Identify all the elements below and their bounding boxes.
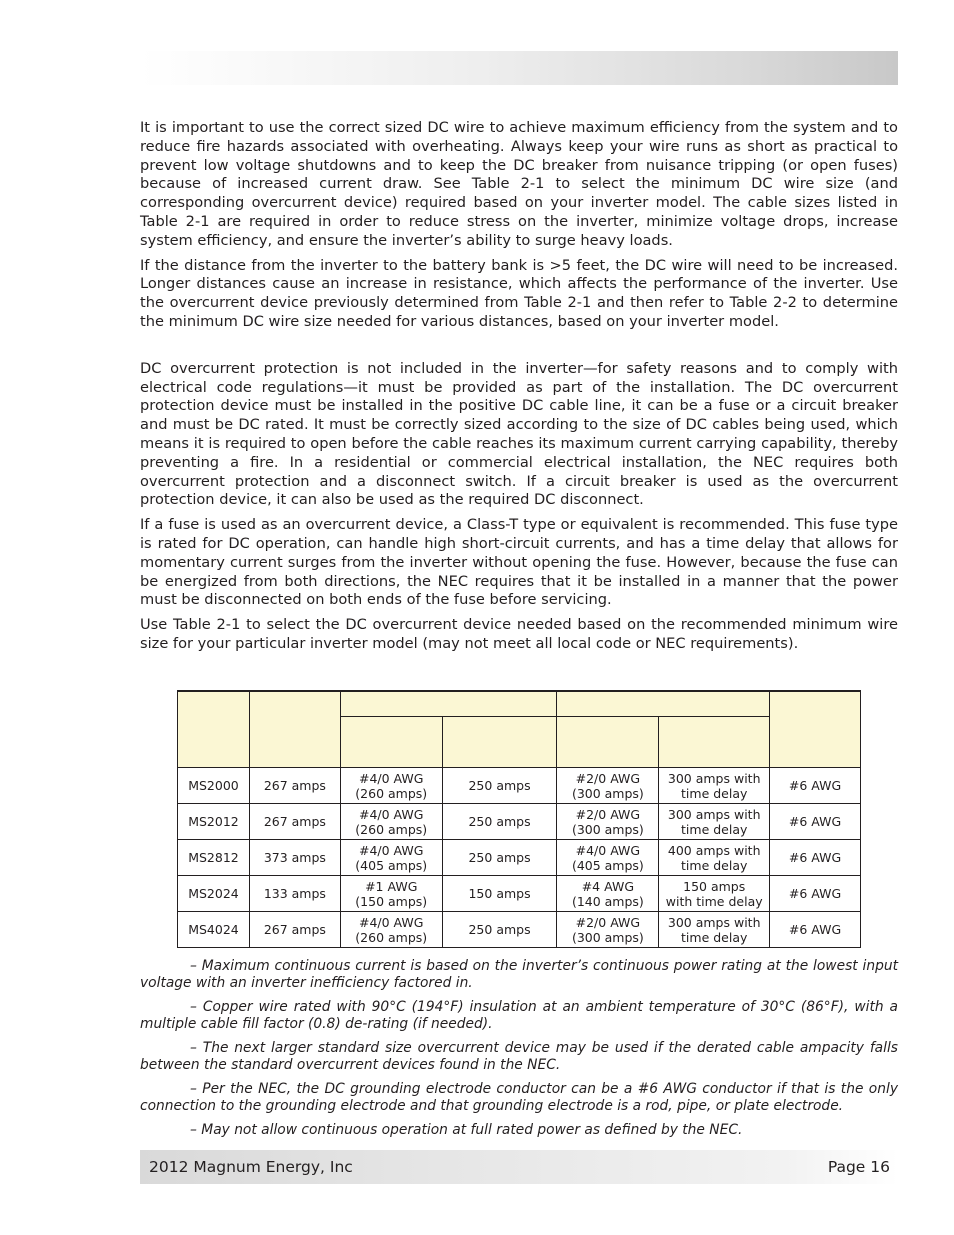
table-cell: 133 amps xyxy=(249,876,340,912)
table-header-cell xyxy=(442,717,557,768)
table-header-cell xyxy=(340,717,442,768)
table-cell: 300 amps with time delay xyxy=(659,804,770,840)
table-header-cell xyxy=(659,717,770,768)
table-cell: MS4024 xyxy=(178,912,250,948)
table-cell: #2/0 AWG (300 amps) xyxy=(557,768,659,804)
body-text xyxy=(140,119,898,660)
table-header-cell xyxy=(557,691,770,717)
table-cell: MS2012 xyxy=(178,804,250,840)
table-header-cell xyxy=(557,717,659,768)
table-cell: 300 amps with time delay xyxy=(659,912,770,948)
table-cell: #4 AWG (140 amps) xyxy=(557,876,659,912)
note: – Per the NEC, the DC grounding electrode conductor can be a #6 AWG conductor if that is the only connection to the grounding electrode and that grounding electrode is a rod, pipe, or plate electrode. xyxy=(140,1081,898,1114)
wire-size-table xyxy=(177,690,861,948)
table-header-cell xyxy=(249,691,340,768)
paragraph: If a fuse is used as an overcurrent device, a Class-T type or equivalent is recommended. This fuse type is rated for DC operation, can handle high short-circuit currents, and has a time delay that allows for momentary current surges from the inverter without opening the fuse. However, because the fuse can be energized from both directions, the NEC requires that it be installed in a manner that the power must be disconnected on both ends of the fuse before servicing. xyxy=(140,516,898,609)
table-cell: #4/0 AWG (260 amps) xyxy=(340,912,442,948)
table-cell: #6 AWG xyxy=(770,912,861,948)
note: – The next larger standard size overcurrent device may be used if the derated cable ampacity falls between the standard overcurrent devices found in the NEC. xyxy=(140,1040,898,1073)
table-body xyxy=(178,768,861,948)
table-cell: #4/0 AWG (260 amps) xyxy=(340,804,442,840)
table-cell: 373 amps xyxy=(249,840,340,876)
footer-copyright: 2012 Magnum Energy, Inc xyxy=(149,1158,353,1176)
table-cell: 250 amps xyxy=(442,768,557,804)
table-cell: 400 amps with time delay xyxy=(659,840,770,876)
table-cell: 250 amps xyxy=(442,804,557,840)
table-cell: #6 AWG xyxy=(770,840,861,876)
table-cell: 267 amps xyxy=(249,768,340,804)
table-row xyxy=(178,840,861,876)
table-cell: #2/0 AWG (300 amps) xyxy=(557,912,659,948)
table-cell: MS2024 xyxy=(178,876,250,912)
table-cell: #4/0 AWG (405 amps) xyxy=(557,840,659,876)
table-cell: #4/0 AWG (260 amps) xyxy=(340,768,442,804)
table-cell: #2/0 AWG (300 amps) xyxy=(557,804,659,840)
table-cell: MS2812 xyxy=(178,840,250,876)
page-number: Page 16 xyxy=(827,1158,890,1176)
note: – Copper wire rated with 90°C (194°F) insulation at an ambient temperature of 30°C (86°F), with a multiple cable fill factor (0.8) de-rating (if needed). xyxy=(140,999,898,1032)
table-header-cell xyxy=(178,691,250,768)
paragraph: Use Table 2-1 to select the DC overcurrent device needed based on the recommended minimum wire size for your particular inverter model (may not meet all local code or NEC requirements). xyxy=(140,616,898,652)
table-row xyxy=(178,912,861,948)
note: – May not allow continuous operation at full rated power as defined by the NEC. xyxy=(190,1122,743,1138)
table-cell: MS2000 xyxy=(178,768,250,804)
table-cell: 150 amps with time delay xyxy=(659,876,770,912)
table-cell: 300 amps with time delay xyxy=(659,768,770,804)
table-cell: #6 AWG xyxy=(770,876,861,912)
paragraph: If the distance from the inverter to the battery bank is >5 feet, the DC wire will need to be increased. Longer distances cause an increase in resistance, which affects the performance of the inverter. Use the overcurrent device previously determined from Table 2-1 and then refer to Table 2-2 to determine the minimum DC wire size needed for various distances, based on your inverter model. xyxy=(140,256,898,330)
footer-bar xyxy=(140,1150,898,1184)
table-cell: 150 amps xyxy=(442,876,557,912)
table-cell: #6 AWG xyxy=(770,804,861,840)
table-header-cell xyxy=(770,691,861,768)
table-cell: #1 AWG (150 amps) xyxy=(340,876,442,912)
table-cell: 267 amps xyxy=(249,912,340,948)
header-bar xyxy=(140,51,898,85)
table-cell: 267 amps xyxy=(249,804,340,840)
paragraph: It is important to use the correct sized DC wire to achieve maximum efficiency from the system and to reduce fire hazards associated with overheating. Always keep your wire runs as short as practical to prevent low voltage shutdowns and to keep the DC breaker from nuisance tripping (or open fuses) because of increased current draw. See Table 2-1 to select the minimum DC wire size (and corresponding overcurrent device) required based on your inverter model. The cable sizes listed in Table 2-1 are required in order to reduce stress on the inverter, minimize voltage drops, increase system efficiency, and ensure the inverter’s ability to surge heavy loads. xyxy=(140,119,898,249)
table-header-cell xyxy=(340,691,557,717)
table-row xyxy=(178,768,861,804)
note: – Maximum continuous current is based on the inverter’s continuous power rating at the lowest input voltage with an inverter inefficiency factored in. xyxy=(140,958,898,991)
table-row xyxy=(178,804,861,840)
table-cell: #6 AWG xyxy=(770,768,861,804)
paragraph: DC overcurrent protection is not included in the inverter—for safety reasons and to comply with electrical code regulations—it must be provided as part of the installation. The DC overcurrent protection device must be installed in the positive DC cable line, it can be a fuse or a circuit breaker and must be DC rated. It must be correctly sized according to the size of DC cables being used, which means it is required to open before the cable reaches its maximum current carrying capability, thereby preventing a fire. In a residential or commercial electrical installation, the NEC requires both overcurrent protection and a disconnect switch. If a circuit breaker is used as the overcurrent protection device, it can also be used as the required DC disconnect. xyxy=(140,359,898,509)
table-cell: 250 amps xyxy=(442,912,557,948)
table-notes xyxy=(140,958,898,1146)
table-row xyxy=(178,876,861,912)
table-cell: #4/0 AWG (405 amps) xyxy=(340,840,442,876)
table-cell: 250 amps xyxy=(442,840,557,876)
